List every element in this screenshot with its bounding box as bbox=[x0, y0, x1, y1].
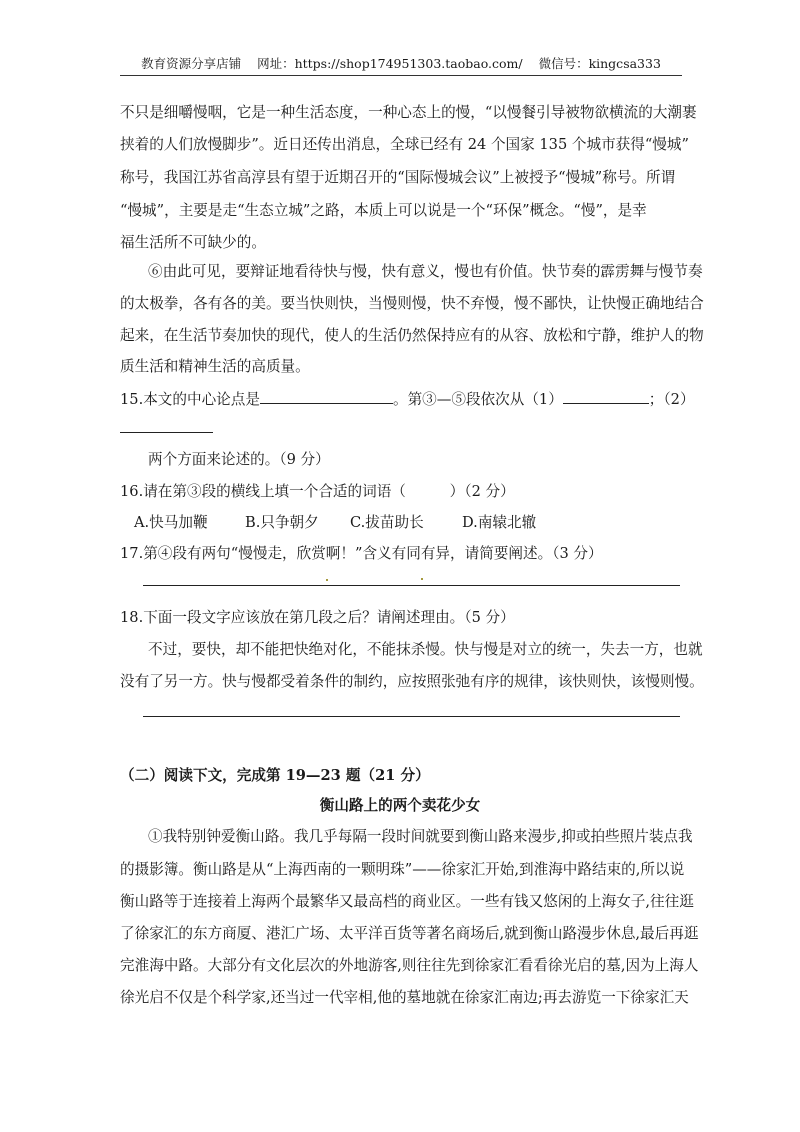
article-line: 的摄影簿。衡山路是从“上海西南的一颗明珠”——徐家汇开始,到淮海中路结束的,所以说 bbox=[120, 861, 685, 878]
option-c[interactable]: C.拔苗助长 bbox=[350, 514, 424, 531]
answer-blank[interactable] bbox=[563, 389, 649, 404]
question-16: 16.请在第③段的横线上填一个合适的词语（ ）（2 分） bbox=[120, 483, 515, 500]
question-18: 18.下面一段文字应该放在第几段之后？请阐述理由。（5 分） bbox=[120, 609, 515, 626]
header-rule bbox=[120, 75, 682, 76]
passage-line: 挟着的人们放慢脚步”。近日还传出消息，全球已经有 24 个国家 135 个城市获得“慢城” bbox=[120, 136, 689, 153]
answer-blank[interactable] bbox=[120, 432, 213, 433]
article-line: ①我特别钟爱衡山路。我几乎每隔一段时间就要到衡山路来漫步,抑或拍些照片装点我 bbox=[148, 828, 693, 845]
page-header bbox=[120, 56, 682, 72]
stray-dot bbox=[421, 578, 423, 580]
article-line: 衡山路等于连接着上海两个最繁华又最高档的商业区。一些有钱又悠闲的上海女子,往往逛 bbox=[120, 893, 694, 910]
question-18-text: 没有了另一方。快与慢都受着条件的制约，应按照张弛有序的规律，该快则快，该慢则慢。 bbox=[120, 673, 704, 690]
answer-line[interactable] bbox=[143, 716, 680, 717]
para6-line: 起来，在生活节奏加快的现代，使人的生活仍然保持应有的从容、放松和宁静，维护人的物 bbox=[120, 327, 704, 344]
para6-line: 质生活和精神生活的高质量。 bbox=[120, 358, 310, 375]
question-18-text: 不过，要快，却不能把快绝对化，不能抹杀慢。快与慢是对立的统一，失去一方，也就 bbox=[148, 641, 703, 658]
passage-line: 福生活所不可缺少的。 bbox=[120, 234, 266, 251]
article-line: 徐光启不仅是个科学家,还当过一代宰相,他的墓地就在徐家汇南边;再去游览一下徐家汇天 bbox=[120, 989, 689, 1006]
option-a[interactable]: A.快马加鞭 bbox=[134, 514, 208, 531]
answer-line[interactable] bbox=[143, 585, 680, 586]
article-title: 衡山路上的两个卖花少女 bbox=[319, 797, 481, 814]
answer-blank[interactable] bbox=[260, 389, 393, 404]
question-15-cont: 两个方面来论述的。（9 分） bbox=[148, 451, 330, 468]
option-d[interactable]: D.南辕北辙 bbox=[462, 514, 537, 531]
question-15: 15.本文的中心论点是 。第③—⑤段依次从（1） ；（2） bbox=[120, 391, 695, 408]
section-heading: （二）阅读下文，完成第 19—23 题（21 分） bbox=[120, 767, 430, 784]
passage-line: 不只是细嚼慢咽，它是一种生活态度，一种心态上的慢，“以慢餐引导被物欲横流的大潮裹 bbox=[120, 104, 697, 121]
article-line: 完淮海中路。大部分有文化层次的外地游客,则往往先到徐家汇看看徐光启的墓,因为上海人 bbox=[120, 957, 699, 974]
stray-dot bbox=[326, 579, 328, 581]
article-line: 了徐家汇的东方商厦、港汇广场、太平洋百货等著名商场后,就到衡山路漫步休息,最后再逛 bbox=[120, 925, 699, 942]
header-shop: 教育资源分享店铺 bbox=[141, 56, 242, 71]
header-website: 网址：https://shop174951303.taobao.com/ bbox=[257, 56, 523, 71]
para6-line: 的太极拳，各有各的美。要当快则快，当慢则慢，快不弃慢，慢不鄙快，让快慢正确地结合 bbox=[120, 295, 704, 312]
header-wechat: 微信号：kingcsa333 bbox=[538, 56, 661, 71]
passage-line: 称号，我国江苏省高淳县有望于近期召开的“国际慢城会议”上被授予“慢城”称号。所谓 bbox=[120, 169, 676, 186]
para6-line: ⑥由此可见，要辩证地看待快与慢，快有意义，慢也有价值。快节奏的霹雳舞与慢节奏 bbox=[148, 263, 703, 280]
passage-line: “慢城”，主要是走“生态立城”之路，本质上可以说是一个“环保”概念。“慢”，是幸 bbox=[120, 202, 647, 219]
question-17: 17.第④段有两句“慢慢走，欣赏啊！”含义有同有异，请简要阐述。（3 分） bbox=[120, 545, 603, 562]
option-b[interactable]: B.只争朝夕 bbox=[245, 514, 319, 531]
